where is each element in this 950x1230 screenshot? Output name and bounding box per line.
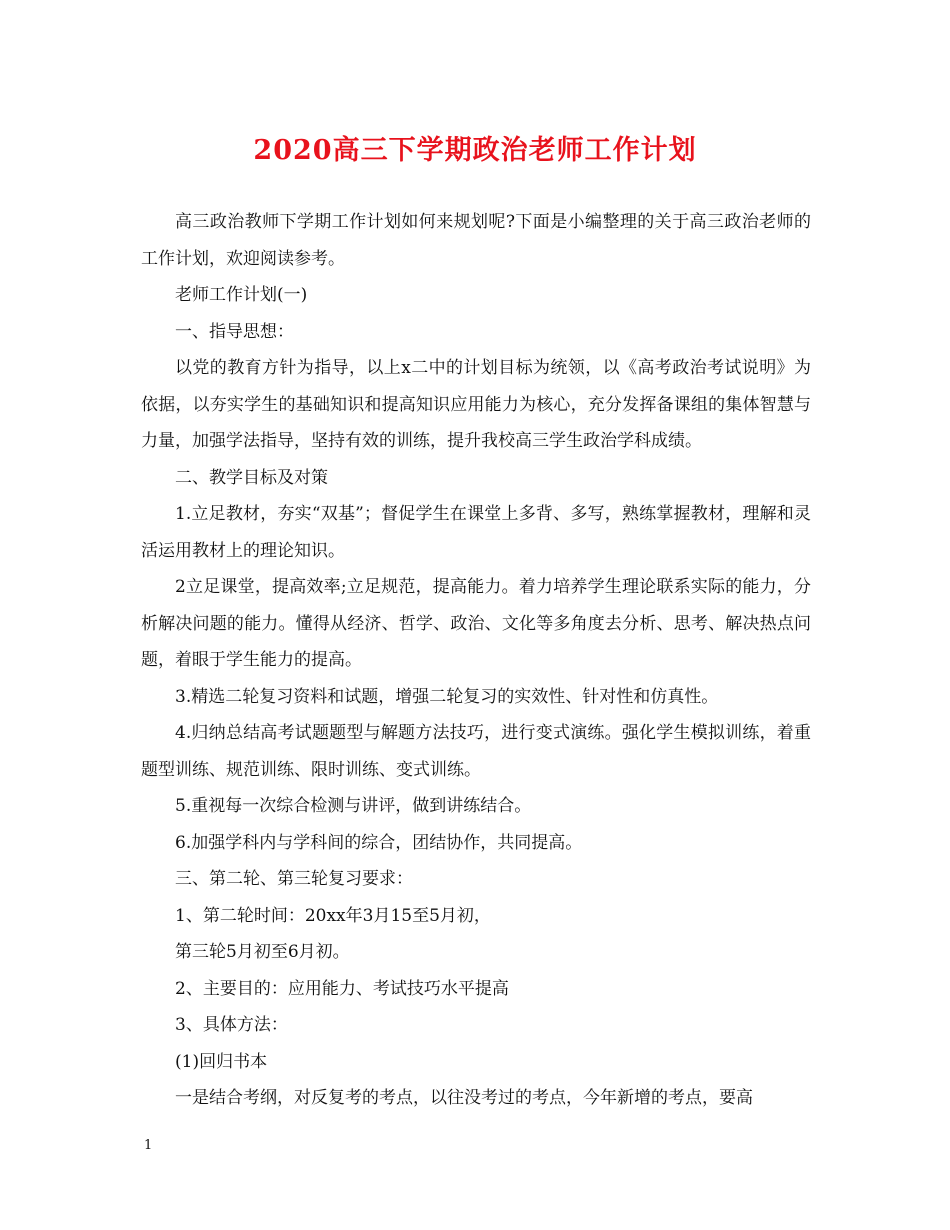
page-number: 1: [144, 1138, 153, 1153]
paragraph-plan-heading: 老师工作计划(一): [175, 285, 308, 305]
paragraph-guiding-ideas: 以党的教育方针为指导，以上x二中的计划目标为统领，以《高考政治考试说明》为依据，以夯实学生的基础知识和提高知识应用能力为核心，充分发挥备课组的集体智慧与力量，加强学法指导，坚持有效的训练，提升我校高三学生政治学科成绩。: [141, 358, 811, 451]
paragraph-goal-2: 2立足课堂，提高效率;立足规范，提高能力。着力培养学生理论联系实际的能力，分析解决问题的能力。懂得从经济、哲学、政治、文化等多角度去分析、思考、解决热点问题，着眼于学生能力的提高。: [141, 577, 811, 670]
paragraph-goal-6: 6.加强学科内与学科间的综合，团结协作，共同提高。: [175, 832, 583, 853]
paragraph-exam-points: 一是结合考纲，对反复考的考点，以往没考过的考点，今年新增的考点，要高: [175, 1088, 753, 1108]
paragraph-third-round: 第三轮5月初至6月初。: [175, 942, 350, 962]
paragraph-goal-4: 4.归纳总结高考试题题型与解题方法技巧，进行变式演练。强化学生模拟训练，着重题型训练、规范训练、限时训练、变式训练。: [141, 723, 811, 780]
section-heading-guiding-ideas: 一、指导思想：: [175, 321, 294, 342]
paragraph-goal-3: 3.精选二轮复习资料和试题，增强二轮复习的实效性、针对性和仿真性。: [175, 686, 719, 707]
paragraph-main-purpose: 2、主要目的：应用能力、考试技巧水平提高: [175, 978, 509, 999]
section-heading-goals: 二、教学目标及对策: [175, 467, 328, 488]
paragraph-intro: 高三政治教师下学期工作计划如何来规划呢?下面是小编整理的关于高三政治老师的工作计划，欢迎阅读参考。: [141, 212, 811, 269]
paragraph-methods: 3、具体方法：: [175, 1015, 288, 1035]
document-body: [141, 204, 811, 1117]
document-title: 2020高三下学期政治老师工作计划: [253, 135, 697, 166]
paragraph-goal-1: 1.立足教材，夯实“双基”；督促学生在课堂上多背、多写，熟练掌握教材，理解和灵活运用教材上的理论知识。: [141, 504, 811, 561]
section-heading-review: 三、第二轮、第三轮复习要求：: [175, 869, 413, 889]
paragraph-review-time: 1、第二轮时间：20xx年3月15至5月初，: [175, 905, 491, 926]
paragraph-back-to-book: (1)回归书本: [175, 1051, 268, 1072]
paragraph-goal-5: 5.重视每一次综合检测与讲评，做到讲练结合。: [175, 796, 532, 816]
